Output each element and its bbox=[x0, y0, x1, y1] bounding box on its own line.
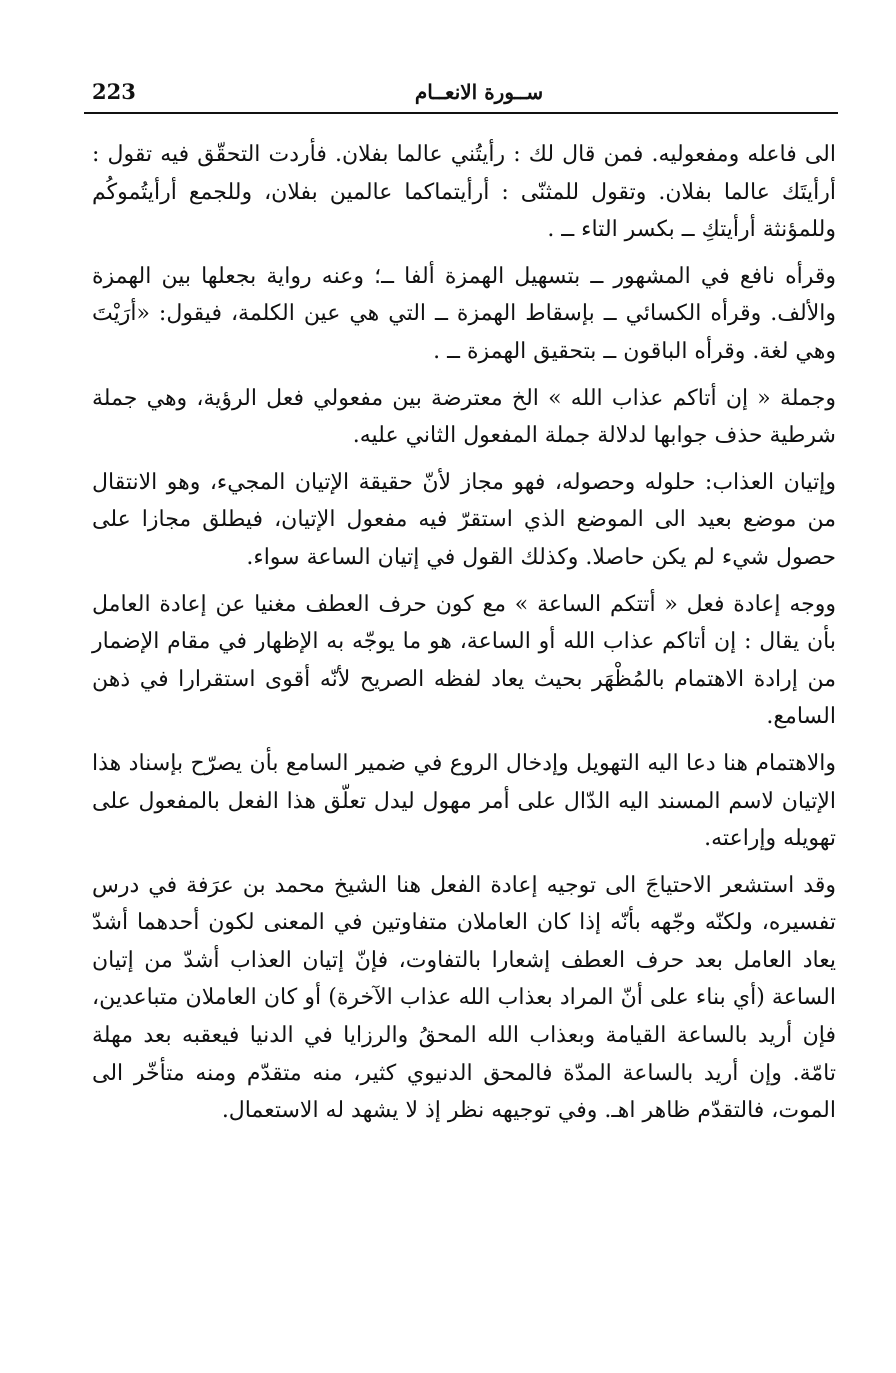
page-header bbox=[84, 78, 838, 108]
running-title: ســورة الانعــام bbox=[414, 80, 544, 104]
header-rule bbox=[84, 112, 838, 114]
paragraph-1: الى فاعله ومفعوليه. فمن قال لك : رأيتُني عالما بفلان. فأردت التحقّق فيه تقول : أرأيتَك عالما بفلان. وتقول للمثنّى : أرأيتماكما عالمين بفلان، وللجمع أرأيتُموكُم وللمؤنثة أرأيتكِ ــ بكسر التاء ــ . bbox=[92, 142, 836, 243]
paragraph-2: وقرأه نافع في المشهور ــ بتسهيل الهمزة ألفا ــ؛ وعنه رواية بجعلها بين الهمزة والألف. وقرأه الكسائي ــ بإسقاط الهمزة ــ التي هي عين الكلمة، فيقول: «أرَيْتَ وهي لغة. وقرأه الباقون ــ بتحقيق الهمزة ــ . bbox=[92, 263, 836, 364]
paragraph-6: والاهتمام هنا دعا اليه التهويل وإدخال الروع في ضمير السامع بأن يصرّح بإسناد هذا الإتيان لاسم المسند اليه الدّال على أمر مهول ليدل تعلّق هذا الفعل بالمفعول على تهويله وإراعته. bbox=[92, 750, 837, 852]
paragraph-3: وجملة « إن أتاكم عذاب الله » الخ معترضة بين مفعولي فعل الرؤية، وهي جملة شرطية حذف جوابها لدلالة جملة المفعول الثاني عليه. bbox=[92, 385, 836, 449]
body-text bbox=[92, 136, 836, 1139]
paragraph-7: وقد استشعر الاحتياجَ الى توجيه إعادة الفعل هنا الشيخ محمد بن عرَفة في درس تفسيره، ولكنّه وجّهه بأنّه إذا كان العاملان متفاوتين في المعنى لكون أحدهما أشدّ يعاد العامل بعد حرف العطف إشعارا بالتفاوت، فإنّ إتيان العذاب أشدّ من إتيان الساعة (أي بناء على أنّ المراد بعذاب الله عذاب الآخرة) أو كان العاملان متباعدين، فإن أريد بالساعة القيامة وبعذاب الله المحقُ والرزايا في الدنيا فيعقبه بعد مهلة تامّة. وإن أريد بالساعة المدّة فالمحق الدنيوي كثير، منه متقدّم ومنه متأخّر الى الموت، فالتقدّم ظاهر اهـ. وفي توجيهه نظر إذ لا يشهد له الاستعمال. bbox=[92, 872, 836, 1124]
paragraph-4: وإتيان العذاب: حلوله وحصوله، فهو مجاز لأنّ حقيقة الإتيان المجيء، وهو الانتقال من موضع بعيد الى الموضع الذي استقرّ فيه مفعول الإتيان، فيطلق مجازا على حصول شيء لم يكن حاصلا. وكذلك القول في إتيان الساعة سواء. bbox=[92, 469, 836, 570]
page-number: 223 bbox=[92, 79, 136, 104]
paragraph-5: ووجه إعادة فعل « أتتكم الساعة » مع كون حرف العطف مغنيا عن إعادة العامل بأن يقال : إن أتاكم عذاب الله أو الساعة، هو ما يوجّه به الإظهار في مقام الإضمار من إرادة الاهتمام بالمُظْهَر بحيث يعاد لفظه الصريح لأنّه أقوى استقرارا في ذهن السامع. bbox=[92, 591, 836, 730]
